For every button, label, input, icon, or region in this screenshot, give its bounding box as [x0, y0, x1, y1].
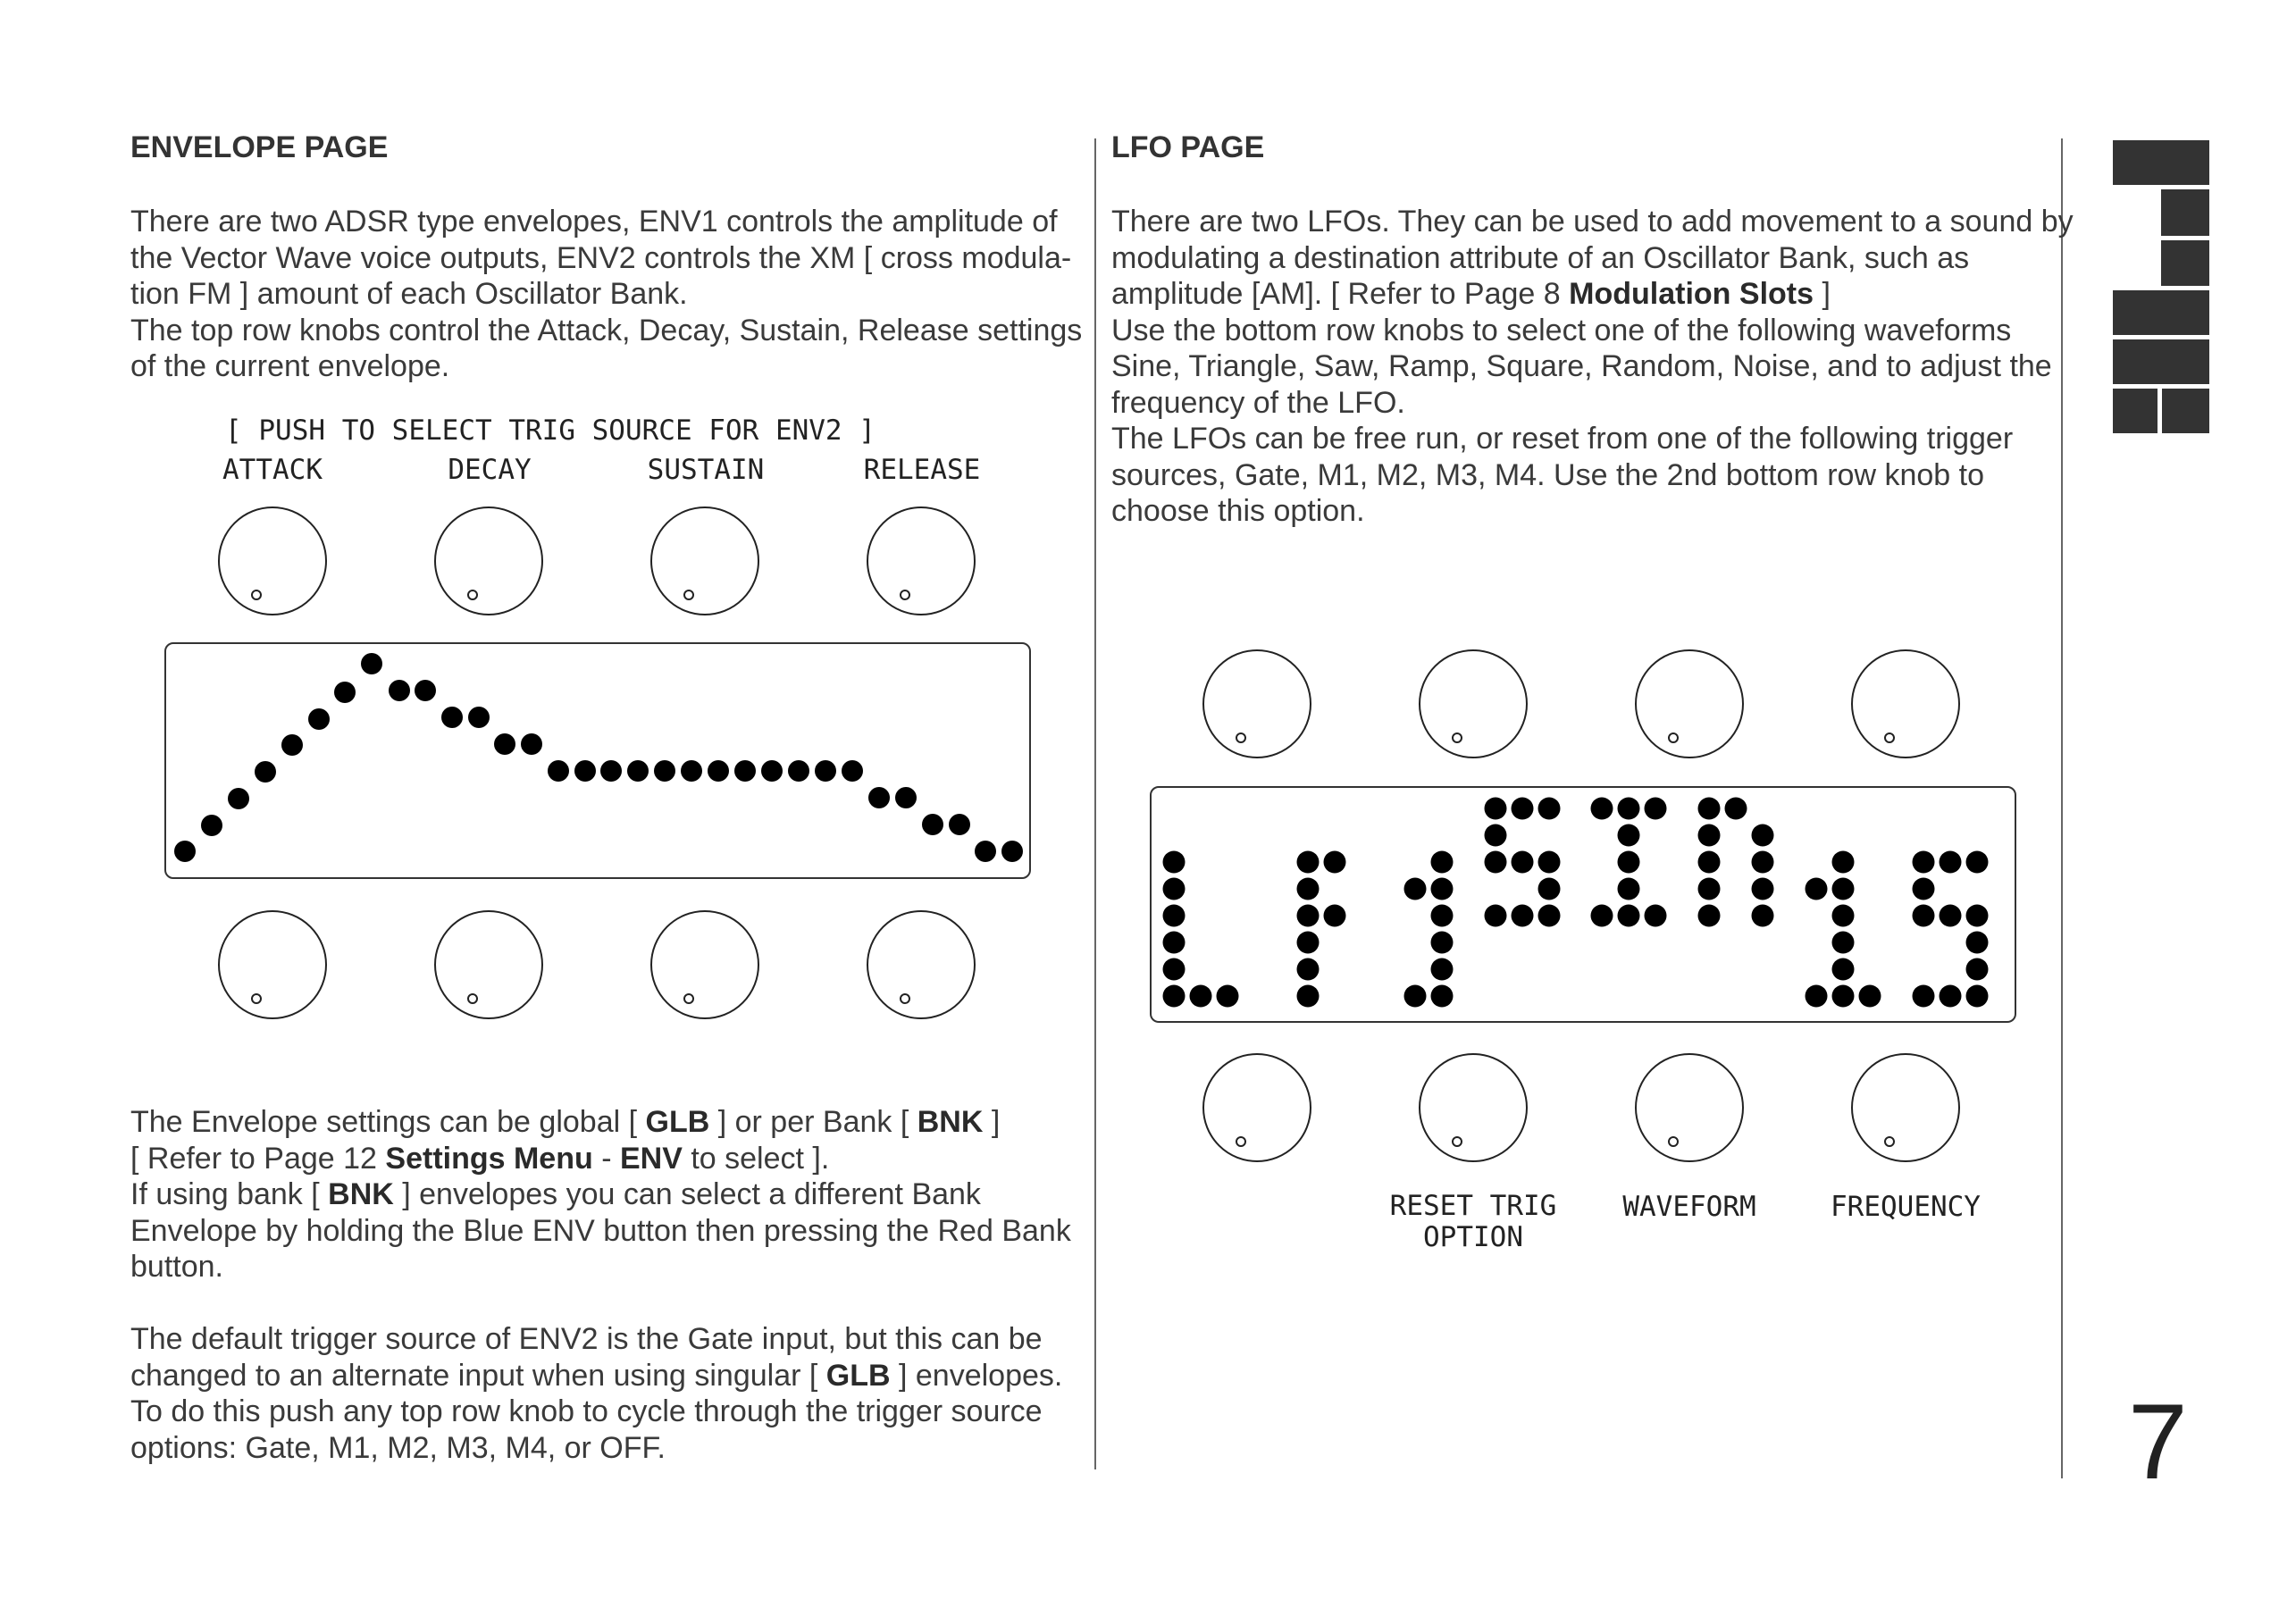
- decay-knob[interactable]: [434, 506, 543, 615]
- envelope-trigger-text: [130, 1321, 1062, 1466]
- text-line: sources, Gate, M1, M2, M3, M4. Use the 2nd bottom row knob to: [1111, 457, 1984, 492]
- envelope-dot: [228, 788, 249, 809]
- lfo-matrix-dot: [1591, 905, 1613, 927]
- lfo-matrix-dot: [1832, 958, 1855, 981]
- lfo-matrix-dot: [1698, 825, 1721, 847]
- logo-block: [2113, 389, 2158, 433]
- lfo-matrix-dot: [1297, 985, 1320, 1008]
- lfo-matrix-dot: [1538, 851, 1561, 874]
- lfo-matrix-dot: [1538, 878, 1561, 900]
- knob-indicator: [251, 590, 262, 600]
- knob-indicator: [1236, 1136, 1246, 1147]
- envelope-dot: [949, 814, 970, 835]
- lfo-matrix-dot: [1832, 985, 1855, 1008]
- envelope-dot: [815, 760, 836, 782]
- envelope-dot: [975, 841, 996, 862]
- text-line: The default trigger source of ENV2 is the Gate input, but this can be: [130, 1322, 1043, 1356]
- text-line: [130, 1358, 1062, 1394]
- lfo-matrix-dot: [1940, 985, 1962, 1008]
- knob-indicator: [1668, 732, 1679, 743]
- envelope-dot: [654, 760, 675, 782]
- text-line: The LFOs can be free run, or reset from one of the following trigger: [1111, 422, 2014, 456]
- envelope-dot: [734, 760, 756, 782]
- envelope-intro-line: There are two ADSR type envelopes, ENV1 controls the amplitude of: [130, 205, 1058, 239]
- lfo-matrix-dot: [1966, 851, 1989, 874]
- envelope-dot: [389, 680, 410, 701]
- frequency-knob[interactable]: [1851, 1053, 1960, 1162]
- sustain-knob[interactable]: [650, 506, 759, 615]
- lfo-matrix-dot: [1618, 878, 1640, 900]
- envelope-dot: [868, 787, 890, 808]
- knob-indicator: [683, 590, 694, 600]
- envelope-dot: [281, 734, 303, 756]
- lfo-matrix-dot: [1512, 798, 1534, 820]
- knob-indicator: [900, 993, 910, 1004]
- lfo-matrix-dot: [1832, 878, 1855, 900]
- envelope-dot: [521, 733, 542, 755]
- text: -: [592, 1141, 620, 1176]
- env-bottom-knob-4[interactable]: [867, 910, 976, 1019]
- lfo-matrix-dot: [1913, 878, 1935, 900]
- glb-term: GLB: [645, 1105, 710, 1139]
- lfo-matrix-dot: [1512, 851, 1534, 874]
- lfo-matrix-dot: [1698, 798, 1721, 820]
- lfo-matrix-dot: [1404, 878, 1427, 900]
- text: The Envelope settings can be global [: [130, 1105, 646, 1139]
- bnk-term: BNK: [328, 1177, 394, 1211]
- release-knob[interactable]: [867, 506, 976, 615]
- lfo-matrix-dot: [1163, 878, 1186, 900]
- text-line: Use the bottom row knobs to select one of the following waveforms: [1111, 313, 2012, 347]
- envelope-dot: [174, 841, 196, 862]
- text-line: [1111, 276, 2074, 313]
- lfo-matrix-dot: [1725, 798, 1747, 820]
- modulation-slots-term: Modulation Slots: [1569, 277, 1814, 311]
- text: [ Refer to Page 12: [130, 1141, 386, 1176]
- text: to select ].: [682, 1141, 830, 1176]
- envelope-dot: [308, 708, 330, 730]
- envelope-display: [164, 642, 1031, 879]
- lfo-matrix-dot: [1512, 905, 1534, 927]
- envelope-dot: [1001, 841, 1023, 862]
- envelope-dot: [468, 707, 490, 728]
- lfo-matrix-dot: [1431, 878, 1454, 900]
- lfo-matrix-dot: [1752, 825, 1774, 847]
- lfo-matrix-dot: [1645, 905, 1667, 927]
- lfo-matrix-dot: [1832, 851, 1855, 874]
- lfo-display: [1150, 786, 2016, 1023]
- lfo-matrix-dot: [1324, 851, 1346, 874]
- text-line: Sine, Triangle, Saw, Ramp, Square, Random, Noise, and to adjust the: [1111, 349, 2052, 383]
- envelope-dot: [600, 760, 622, 782]
- lfo-matrix-dot: [1618, 905, 1640, 927]
- lfo-matrix-dot: [1913, 851, 1935, 874]
- knob-indicator: [467, 993, 478, 1004]
- lfo-matrix-dot: [1538, 905, 1561, 927]
- lfo-matrix-dot: [1940, 905, 1962, 927]
- lfo-matrix-dot: [1913, 985, 1935, 1008]
- envelope-settings-text: [130, 1104, 1071, 1285]
- lfo-matrix-dot: [1485, 825, 1507, 847]
- envelope-dot: [788, 760, 809, 782]
- env-term: ENV: [619, 1141, 683, 1176]
- lfo-matrix-dot: [1297, 878, 1320, 900]
- lfo-matrix-dot: [1698, 878, 1721, 900]
- knob-indicator: [251, 993, 262, 1004]
- envelope-dot: [441, 707, 463, 728]
- lfo-matrix-dot: [1698, 851, 1721, 874]
- lfo-matrix-dot: [1966, 958, 1989, 981]
- text: ] envelopes.: [890, 1358, 1063, 1393]
- lfo-matrix-dot: [1618, 825, 1640, 847]
- lfo-matrix-dot: [1485, 851, 1507, 874]
- lfo-matrix-dot: [1618, 851, 1640, 874]
- lfo-matrix-dot: [1431, 905, 1454, 927]
- text-line: [130, 1176, 1071, 1213]
- lfo-matrix-dot: [1297, 932, 1320, 954]
- lfo-top-knob-2[interactable]: [1419, 649, 1528, 758]
- lfo-matrix-dot: [1163, 985, 1186, 1008]
- attack-label: ATTACK: [222, 454, 323, 486]
- reset-trig-label: [1384, 1191, 1563, 1253]
- envelope-intro-line: the Vector Wave voice outputs, ENV2 controls the XM [ cross modula-: [130, 240, 1072, 275]
- envelope-dot: [255, 761, 276, 783]
- lfo-matrix-dot: [1297, 851, 1320, 874]
- logo-block: [2113, 339, 2209, 384]
- lfo-matrix-dot: [1485, 905, 1507, 927]
- lfo-top-knob-3[interactable]: [1635, 649, 1744, 758]
- waveform-knob[interactable]: [1635, 1053, 1744, 1162]
- text-line: [130, 1104, 1071, 1141]
- release-label: RELEASE: [863, 454, 981, 486]
- text-line: OPTION: [1423, 1221, 1523, 1253]
- envelope-intro: [130, 204, 1082, 385]
- logo-block: [2161, 189, 2209, 236]
- envelope-dot: [201, 815, 222, 836]
- knob-indicator: [1452, 1136, 1462, 1147]
- text: If using bank [: [130, 1177, 329, 1211]
- attack-knob[interactable]: [218, 506, 327, 615]
- text: ] or per Bank [: [709, 1105, 917, 1139]
- knob-indicator: [1884, 732, 1895, 743]
- lfo-matrix-dot: [1190, 985, 1212, 1008]
- push-trig-source-label: [ PUSH TO SELECT TRIG SOURCE FOR ENV2 ]: [225, 414, 876, 447]
- lfo-matrix-dot: [1618, 798, 1640, 820]
- lfo-matrix-dot: [1940, 851, 1962, 874]
- reset-trig-option-knob[interactable]: [1419, 1053, 1528, 1162]
- settings-menu-term: Settings Menu: [385, 1141, 593, 1176]
- envelope-dot: [415, 680, 436, 701]
- env-bottom-knob-1[interactable]: [218, 910, 327, 1019]
- knob-indicator: [1452, 732, 1462, 743]
- lfo-top-knob-4[interactable]: [1851, 649, 1960, 758]
- env-bottom-knob-3[interactable]: [650, 910, 759, 1019]
- envelope-dot: [708, 760, 729, 782]
- page-number: 7: [2128, 1382, 2188, 1502]
- envelope-dot: [761, 760, 783, 782]
- text-line: [130, 1141, 1071, 1177]
- knob-indicator: [1884, 1136, 1895, 1147]
- envelope-dot: [548, 760, 569, 782]
- envelope-dot: [627, 760, 649, 782]
- lfo-matrix-dot: [1591, 798, 1613, 820]
- lfo-matrix-dot: [1431, 851, 1454, 874]
- text-line: modulating a destination attribute of an Oscillator Bank, such as: [1111, 240, 1970, 275]
- logo-block: [2113, 140, 2209, 185]
- envelope-page-title: ENVELOPE PAGE: [130, 130, 389, 164]
- knob-indicator: [1236, 732, 1246, 743]
- envelope-dot: [361, 653, 382, 674]
- lfo-matrix-dot: [1806, 878, 1828, 900]
- sustain-label: SUSTAIN: [647, 454, 765, 486]
- bnk-term: BNK: [917, 1105, 984, 1139]
- lfo-matrix-dot: [1752, 851, 1774, 874]
- lfo-matrix-dot: [1966, 905, 1989, 927]
- glb-term: GLB: [825, 1358, 891, 1393]
- envelope-dot: [681, 760, 702, 782]
- waveform-label: WAVEFORM: [1622, 1191, 1756, 1223]
- lfo-matrix-dot: [1538, 798, 1561, 820]
- lfo-matrix-dot: [1431, 985, 1454, 1008]
- envelope-dot: [494, 733, 515, 755]
- frequency-label: FREQUENCY: [1831, 1191, 1981, 1223]
- lfo-matrix-dot: [1645, 798, 1667, 820]
- text-line: RESET TRIG: [1389, 1190, 1557, 1222]
- envelope-dot: [334, 682, 356, 703]
- text-line: Envelope by holding the Blue ENV button then pressing the Red Bank: [130, 1213, 1071, 1248]
- lfo-matrix-dot: [1163, 958, 1186, 981]
- text-line: options: Gate, M1, M2, M3, M4, or OFF.: [130, 1430, 666, 1465]
- lfo-matrix-dot: [1966, 932, 1989, 954]
- text-line: frequency of the LFO.: [1111, 385, 1405, 420]
- text-line: choose this option.: [1111, 494, 1365, 528]
- lfo-dot-matrix: [0, 0, 1, 1]
- lfo-page-title: LFO PAGE: [1111, 130, 1265, 164]
- text: ]: [1814, 277, 1831, 311]
- envelope-intro-line: tion FM ] amount of each Oscillator Bank.: [130, 277, 688, 311]
- knob-indicator: [467, 590, 478, 600]
- env-bottom-knob-2[interactable]: [434, 910, 543, 1019]
- lfo-bottom-knob-1[interactable]: [1202, 1053, 1311, 1162]
- brand-logo: [2113, 140, 2211, 435]
- envelope-dot: [842, 760, 863, 782]
- lfo-matrix-dot: [1966, 985, 1989, 1008]
- lfo-matrix-dot: [1163, 905, 1186, 927]
- lfo-matrix-dot: [1859, 985, 1881, 1008]
- lfo-matrix-dot: [1832, 932, 1855, 954]
- knob-indicator: [683, 993, 694, 1004]
- lfo-matrix-dot: [1297, 958, 1320, 981]
- envelope-dot: [922, 814, 943, 835]
- envelope-dot: [895, 787, 917, 808]
- envelope-intro-line: The top row knobs control the Attack, Decay, Sustain, Release settings: [130, 313, 1083, 347]
- text: amplitude [AM]. [ Refer to Page 8: [1111, 277, 1570, 311]
- lfo-matrix-dot: [1431, 932, 1454, 954]
- lfo-matrix-dot: [1806, 985, 1828, 1008]
- text-line: There are two LFOs. They can be used to add movement to a sound by: [1111, 205, 2074, 239]
- text: ]: [983, 1105, 1001, 1139]
- text: ] envelopes you can select a different Bank: [393, 1177, 981, 1211]
- lfo-matrix-dot: [1324, 905, 1346, 927]
- lfo-matrix-dot: [1832, 905, 1855, 927]
- text: changed to an alternate input when using singular [: [130, 1358, 826, 1393]
- logo-block: [2162, 389, 2209, 433]
- lfo-matrix-dot: [1163, 851, 1186, 874]
- text-line: To do this push any top row knob to cycle through the trigger source: [130, 1394, 1043, 1428]
- logo-block: [2113, 290, 2209, 335]
- lfo-matrix-dot: [1913, 905, 1935, 927]
- text-line: button.: [130, 1250, 223, 1284]
- decay-label: DECAY: [448, 454, 532, 486]
- knob-indicator: [900, 590, 910, 600]
- lfo-matrix-dot: [1217, 985, 1239, 1008]
- lfo-intro: [1111, 204, 2074, 530]
- lfo-matrix-dot: [1404, 985, 1427, 1008]
- envelope-dot: [574, 760, 596, 782]
- lfo-matrix-dot: [1698, 905, 1721, 927]
- logo-block: [2161, 240, 2209, 286]
- lfo-matrix-dot: [1752, 905, 1774, 927]
- column-divider: [1094, 138, 1096, 1469]
- lfo-matrix-dot: [1163, 932, 1186, 954]
- lfo-matrix-dot: [1431, 958, 1454, 981]
- lfo-matrix-dot: [1297, 905, 1320, 927]
- lfo-matrix-dot: [1485, 798, 1507, 820]
- envelope-intro-line: of the current envelope.: [130, 349, 450, 383]
- lfo-top-knob-1[interactable]: [1202, 649, 1311, 758]
- lfo-matrix-dot: [1752, 878, 1774, 900]
- knob-indicator: [1668, 1136, 1679, 1147]
